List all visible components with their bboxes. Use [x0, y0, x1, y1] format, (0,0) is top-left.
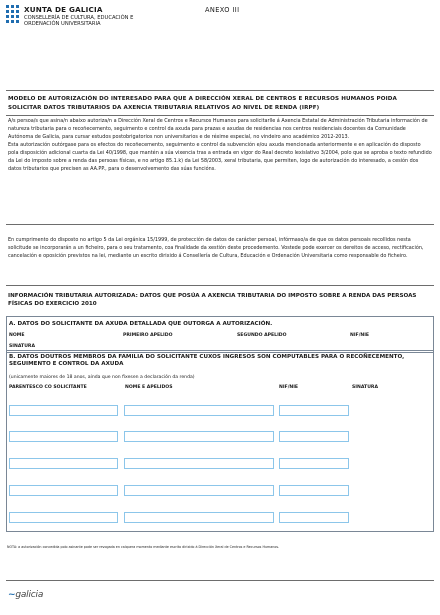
section-a-label: A. DATOS DO SOLICITANTE DA AXUDA DETALLADA QUE OUTORGA A AUTORIZACIÓN. — [9, 321, 273, 327]
parentesco-field[interactable] — [9, 458, 118, 469]
org-department: CONSELLERÍA DE CULTURA, EDUCACIÓN E ORDENACIÓN UNIVERSITARIA — [24, 15, 134, 28]
data-protection-text: En cumprimento do disposto no artigo 5 da Lei orgánica 15/1999, de protección de datos de carácter persoal, infórmaso/a de que os datos persoais recollidos nesta solicitude se incorporarán a un ficheiro, para o seu tratamento, coa finalidade da xestión deste procedemento. Vostede pode exercer os dereitos de acceso, rectificación, cancelación e oposición previstos na lei, mediante un escrito dirixido á Consellería de Cultura, Educación e Ordenación Universitaria como responsable do ficheiro. — [8, 237, 424, 260]
parentesco-field[interactable] — [9, 431, 118, 442]
nif-nie-field[interactable] — [279, 458, 349, 469]
org-name: XUNTA DE GALICIA — [24, 5, 103, 14]
nif-nie-field[interactable] — [279, 485, 349, 496]
section-heading: INFORMACIÓN TRIBUTARIA AUTORIZADA: DATOS QUE POSÚA A AXENCIA TRIBUTARIA DO IMPOSTO SOBRE A RENDA DAS PERSOAS FÍSICAS DO EXERCICIO 2010 — [8, 293, 417, 308]
nome-apelidos-field[interactable] — [124, 431, 274, 442]
column-nome-apelidos: NOME E APELIDOS — [125, 385, 173, 390]
section-b-label: B. DATOS DOUTROS MEMBROS DA FAMILIA DO SOLICITANTE CUXOS INGRESOS SON COMPUTABLES PARA O RECOÑECEMENTO, SEGUIMENTO E CONTROL DA AXUDA — [9, 354, 405, 367]
column-segundo-apelido: SEGUNDO APELIDO — [237, 333, 287, 338]
document-title: MODELO DE AUTORIZACIÓN DO INTERESADO PARA QUE A DIRECCIÓN XERAL DE CENTROS E RECURSOS HUMANOS POIDA SOLICITAR DATOS TRIBUTARIOS DA AXENCIA TRIBUTARIA RELATIVOS AO NIVEL DE RENDA (IRPF) — [8, 96, 397, 111]
nif-nie-field[interactable] — [279, 431, 349, 442]
nome-apelidos-field[interactable] — [124, 485, 274, 496]
column-parentesco: PARENTESCO CO SOLICITANTE — [9, 385, 87, 390]
nif-nie-field[interactable] — [279, 512, 349, 523]
column-primeiro-apelido: PRIMEIRO APELIDO — [123, 333, 173, 338]
authorization-text — [8, 117, 432, 173]
column-nome: NOME — [9, 333, 25, 338]
divider — [6, 580, 434, 581]
divider — [6, 90, 434, 91]
authorization-paragraph: Esta autorización outórgase para os efectos do recoñecemento, seguimento e control da subvención e/ou axuda mencionada anteriormente e en aplicación do disposto pola disposición adicional cuarta da Lei 40/1998, que mantén a súa vixencia tras a entrada en vigor do Real decreto lexislativo 3/2004, polo que se aproba o texto refundido da Lei do imposto sobre a renda das persoas físicas, e no artigo 85.1.k) da Lei 58/2003, xeral tributaria, que permiten, logo de autorización do interesado, a cesión dos datos tributarios que precisen as AA.PP., para o desenvolvemento das súas funcións. — [8, 142, 432, 173]
nome-apelidos-field[interactable] — [124, 512, 274, 523]
galicia-logo: ~galicia — [8, 590, 44, 600]
divider — [6, 115, 434, 116]
divider — [6, 285, 434, 286]
divider — [6, 224, 434, 225]
parentesco-field[interactable] — [9, 512, 118, 523]
column-nif-nie: NIF/NIE — [279, 385, 299, 390]
parentesco-field[interactable] — [9, 485, 118, 496]
parentesco-field[interactable] — [9, 405, 118, 416]
xunta-logo-icon — [6, 5, 20, 24]
section-b-note: (unicamente maiores de 18 anos, aínda que non fixesen a declaración da renda) — [9, 375, 195, 380]
column-sinatura: SINATURA — [9, 344, 36, 349]
annex-label: ANEXO III — [205, 6, 240, 14]
nome-apelidos-field[interactable] — [124, 458, 274, 469]
galicia-logo-text: galicia — [15, 590, 44, 600]
nome-apelidos-field[interactable] — [124, 405, 274, 416]
footnote: NOTA: a autorización concedida polo asinante pode ser revogada en calquera momento mediante escrito dirixido á Dirección Xeral de Centros e Recursos Humanos. — [7, 545, 280, 549]
nif-nie-field[interactable] — [279, 405, 349, 416]
column-sinatura: SINATURA — [352, 385, 379, 390]
column-nif-nie: NIF/NIE — [350, 333, 370, 338]
authorization-paragraph: A/s persoa/s que asina/n abaixo autoriza/n a Dirección Xeral de Centros e Recursos Humanos para solicitarlle á Axencia Estatal de Administración Tributaria información de natureza tributaria para o recoñecemento, seguimento e control da axuda para prazas e axudas de residencias nos centros residenciais docentes da Comunidade Autónoma de Galicia, para cursar estudos postobrigatorios non universitarios e de réxime especial, no vindeiro ano académico 2012-2013. — [8, 118, 428, 141]
